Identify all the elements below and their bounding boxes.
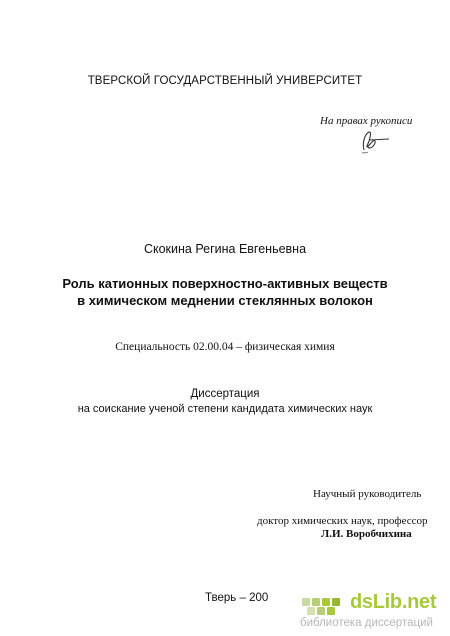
dslib-watermark — [298, 592, 448, 632]
watermark-logo: dsLib.net — [350, 591, 437, 613]
thesis-title-line-1: Роль катионных поверхностно-активных веществ — [62, 276, 388, 291]
handwritten-signature — [356, 128, 406, 158]
specialty-line: Специальность 02.00.04 – физическая химия — [115, 341, 335, 353]
author-name: Скокина Регина Евгеньевна — [143, 242, 307, 256]
manuscript-rights-note: На правах рукописи — [320, 115, 413, 127]
city-year: Тверь – 200 — [205, 592, 269, 604]
watermark-subtitle: библиотека диссертаций — [300, 617, 433, 629]
degree-line: на соискание ученой степени кандидата химических наук — [77, 403, 373, 415]
supervisor-title: доктор химических наук, профессор — [257, 515, 428, 527]
work-type: Диссертация — [190, 388, 260, 400]
thesis-title-line-2: в химическом меднении стеклянных волокон — [77, 293, 373, 308]
supervisor-name: Л.И. Воробчихина — [321, 528, 412, 540]
book-stack-icon — [302, 594, 344, 616]
university-name: ТВЕРСКОЙ ГОСУДАРСТВЕННЫЙ УНИВЕРСИТЕТ — [87, 75, 363, 87]
supervisor-label: Научный руководитель — [313, 488, 422, 500]
